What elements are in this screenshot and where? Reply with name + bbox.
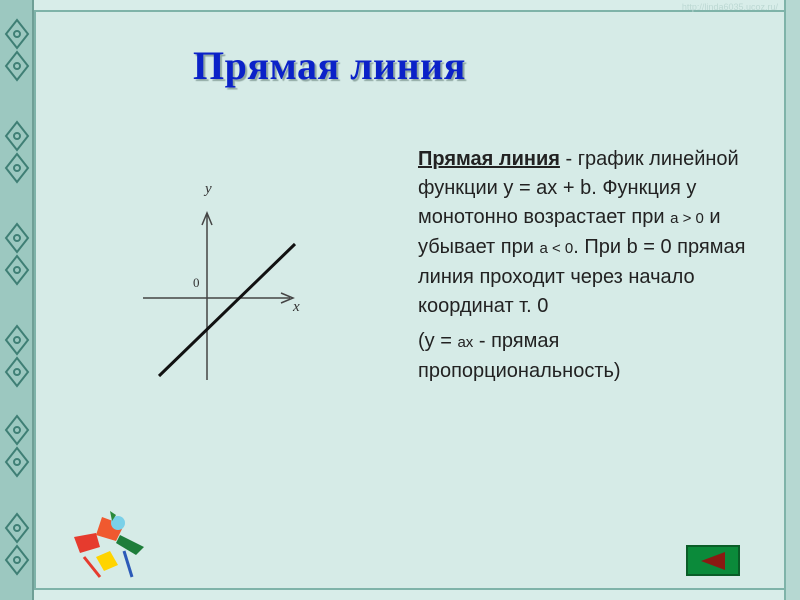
ornament-icon <box>4 512 30 576</box>
ornament-icon <box>4 222 30 286</box>
proportionality-paragraph: (у = ax - прямая пропорциональность) <box>418 330 621 382</box>
right-border <box>784 0 800 600</box>
decorative-figures-icon <box>66 507 150 583</box>
origin-label: 0 <box>193 275 200 290</box>
definition-paragraph: Прямая линия - график линейной функции y = ax + b. Функция у монотонно возрастает при a > 0 и убывает при a < 0. При b = 0 прямая линия проходит через начало координат т. 0 <box>418 148 746 317</box>
term: Прямая линия <box>418 148 560 170</box>
ornament-icon <box>4 324 30 388</box>
function-line <box>159 244 295 376</box>
ornament-icon <box>4 120 30 184</box>
left-border <box>0 0 34 600</box>
line-graph <box>135 175 315 390</box>
back-button[interactable] <box>686 545 740 576</box>
back-arrow-icon <box>697 551 729 571</box>
formula: y = ax + b <box>503 177 592 199</box>
ornament-icon <box>4 18 30 82</box>
y-axis-label: y <box>205 181 212 197</box>
x-axis-label: x <box>293 299 300 315</box>
definition-text <box>418 145 748 392</box>
slide-title: Прямая линия <box>193 43 466 88</box>
watermark: http://linda6035.ucoz.ru/ <box>681 2 778 12</box>
ornament-icon <box>4 414 30 478</box>
